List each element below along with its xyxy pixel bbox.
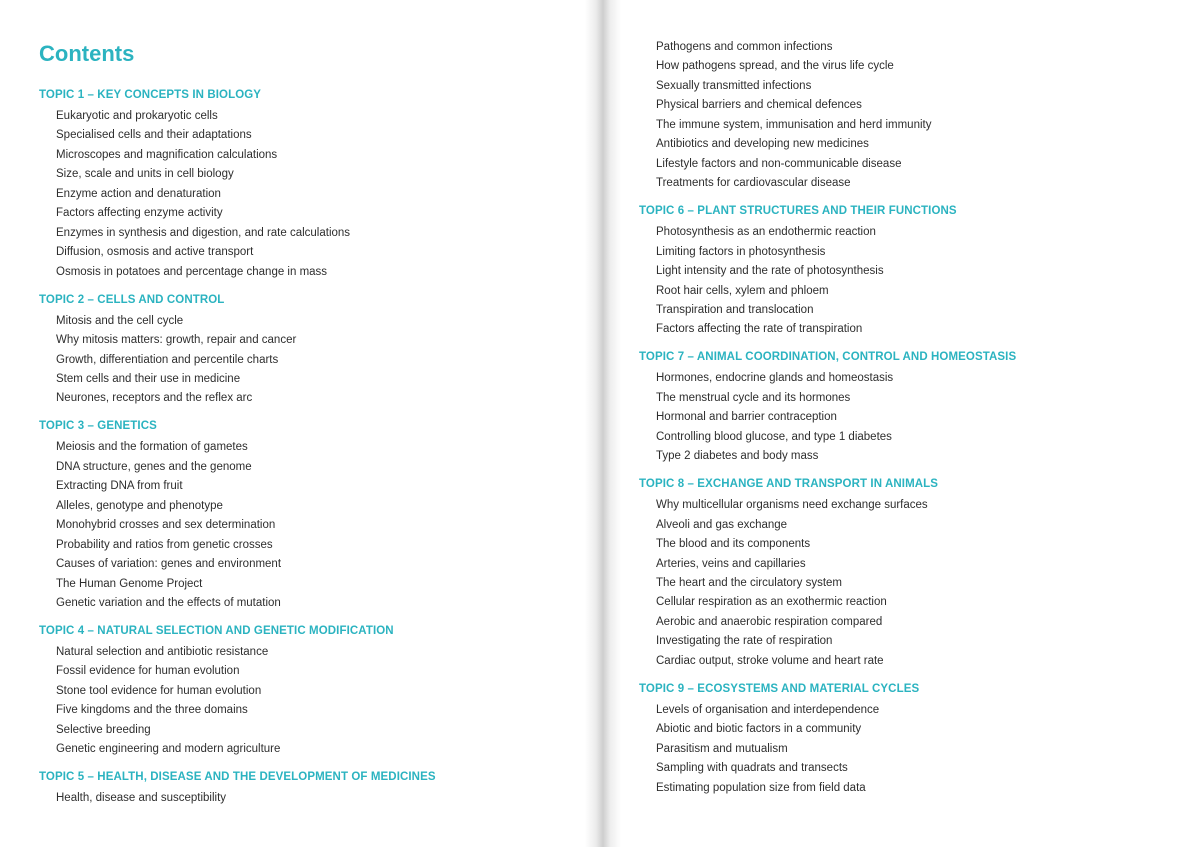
contents-entry: Selective breeding [56,723,151,736]
contents-entry: Antibiotics and developing new medicines [656,138,869,151]
contents-entry: Size, scale and units in cell biology [56,168,234,181]
contents-entry: Factors affecting enzyme activity [56,207,223,220]
contents-entry: Specialised cells and their adaptations [56,129,252,142]
contents-entry: Light intensity and the rate of photosynthesis [656,265,884,278]
contents-entry: Controlling blood glucose, and type 1 diabetes [656,430,892,443]
contents-entry: Osmosis in potatoes and percentage change in mass [56,265,328,278]
contents-entry: Type 2 diabetes and body mass [656,450,819,463]
topic-heading: TOPIC 8 – EXCHANGE AND TRANSPORT IN ANIMALS [639,478,939,491]
contents-entry: The Human Genome Project [56,577,203,590]
contents-entry: Photosynthesis as an endothermic reaction [656,226,876,239]
contents-entry: Transpiration and translocation [656,303,814,316]
contents-entry: Fossil evidence for human evolution [56,665,240,678]
contents-entry: Root hair cells, xylem and phloem [656,284,829,297]
contents-entry: Microscopes and magnification calculations [56,148,278,161]
contents-entry: Natural selection and antibiotic resistance [56,646,269,658]
contents-entry: Physical barriers and chemical defences [656,99,862,112]
contents-entry: Mitosis and the cell cycle [56,314,184,327]
contents-entry: Probability and ratios from genetic crosses [56,538,273,551]
contents-entry: Limiting factors in photosynthesis [656,245,826,258]
contents-entry: Arteries, veins and capillaries [656,557,806,570]
contents-entry: Treatments for cardiovascular disease [656,177,851,190]
contents-entry: Neurones, receptors and the reflex arc [56,392,253,405]
contents-entry: Hormones, endocrine glands and homeostasis [656,372,894,385]
contents-entry: Monohybrid crosses and sex determination [56,519,276,532]
contents-entry: Investigating the rate of respiration [656,635,833,648]
contents-entry: Factors affecting the rate of transpiration [656,323,863,336]
contents-entry: Cardiac output, stroke volume and heart rate [656,654,884,667]
contents-entry: The menstrual cycle and its hormones [656,391,851,404]
contents-entry: Alveoli and gas exchange [656,518,788,531]
contents-entry: Genetic engineering and modern agriculture [56,743,281,756]
contents-entry: Why multicellular organisms need exchange surfaces [656,499,928,512]
contents-entry: Estimating population size from field data [656,781,866,794]
contents-entry: DNA structure, genes and the genome [56,460,252,473]
contents-entry: Sampling with quadrats and transects [656,762,848,775]
contents-entry: Health, disease and susceptibility [56,792,227,805]
topic-heading: TOPIC 2 – CELLS AND CONTROL [39,293,225,306]
contents-entry: The blood and its components [656,538,811,551]
contents-entry: How pathogens spread, and the virus life cycle [656,60,894,73]
contents-entry: Parasitism and mutualism [656,742,788,755]
topic-heading: TOPIC 3 – GENETICS [39,420,157,433]
contents-entry: Genetic variation and the effects of mutation [56,597,281,609]
contents-entry: Why mitosis matters: growth, repair and cancer [56,334,297,347]
contents-entry: Sexually transmitted infections [656,79,812,92]
contents-entry: Five kingdoms and the three domains [56,704,248,717]
contents-entry: The heart and the circulatory system [656,577,842,589]
contents-entry: Abiotic and biotic factors in a community [656,723,862,736]
topic-heading: TOPIC 6 – PLANT STRUCTURES AND THEIR FUNCTIONS [639,205,957,218]
contents-entry: Eukaryotic and prokaryotic cells [56,110,218,122]
contents-entry: Alleles, genotype and phenotype [56,499,223,512]
contents-entry: Stone tool evidence for human evolution [56,684,262,697]
contents-entry: Diffusion, osmosis and active transport [56,246,254,259]
page-title: Contents [39,41,135,66]
contents-entry: Levels of organisation and interdependence [656,703,880,716]
contents-entry: Enzymes in synthesis and digestion, and rate calculations [56,226,351,239]
contents-entry: The immune system, immunisation and herd immunity [656,118,932,131]
topic-heading: TOPIC 1 – KEY CONCEPTS IN BIOLOGY [39,89,262,101]
contents-entry: Hormonal and barrier contraception [656,411,837,424]
contents-entry: Cellular respiration as an exothermic reaction [656,596,887,609]
contents-entry: Pathogens and common infections [656,41,833,53]
contents-entry: Aerobic and anaerobic respiration compared [656,615,883,628]
topic-heading: TOPIC 5 – HEALTH, DISEASE AND THE DEVELOPMENT OF MEDICINES [39,771,436,784]
contents-entry: Meiosis and the formation of gametes [56,441,248,454]
contents-entry: Enzyme action and denaturation [56,187,221,200]
topic-heading: TOPIC 9 – ECOSYSTEMS AND MATERIAL CYCLES [639,682,920,695]
contents-entry: Stem cells and their use in medicine [56,372,241,385]
contents-entry: Causes of variation: genes and environment [56,558,282,571]
topic-heading: TOPIC 4 – NATURAL SELECTION AND GENETIC MODIFICATION [39,625,394,637]
contents-entry: Lifestyle factors and non-communicable disease [656,157,902,170]
page-gutter [585,0,621,847]
contents-entry: Growth, differentiation and percentile charts [56,353,279,366]
topic-heading: TOPIC 7 – ANIMAL COORDINATION, CONTROL AND HOMEOSTASIS [639,351,1017,364]
contents-entry: Extracting DNA from fruit [56,480,183,493]
